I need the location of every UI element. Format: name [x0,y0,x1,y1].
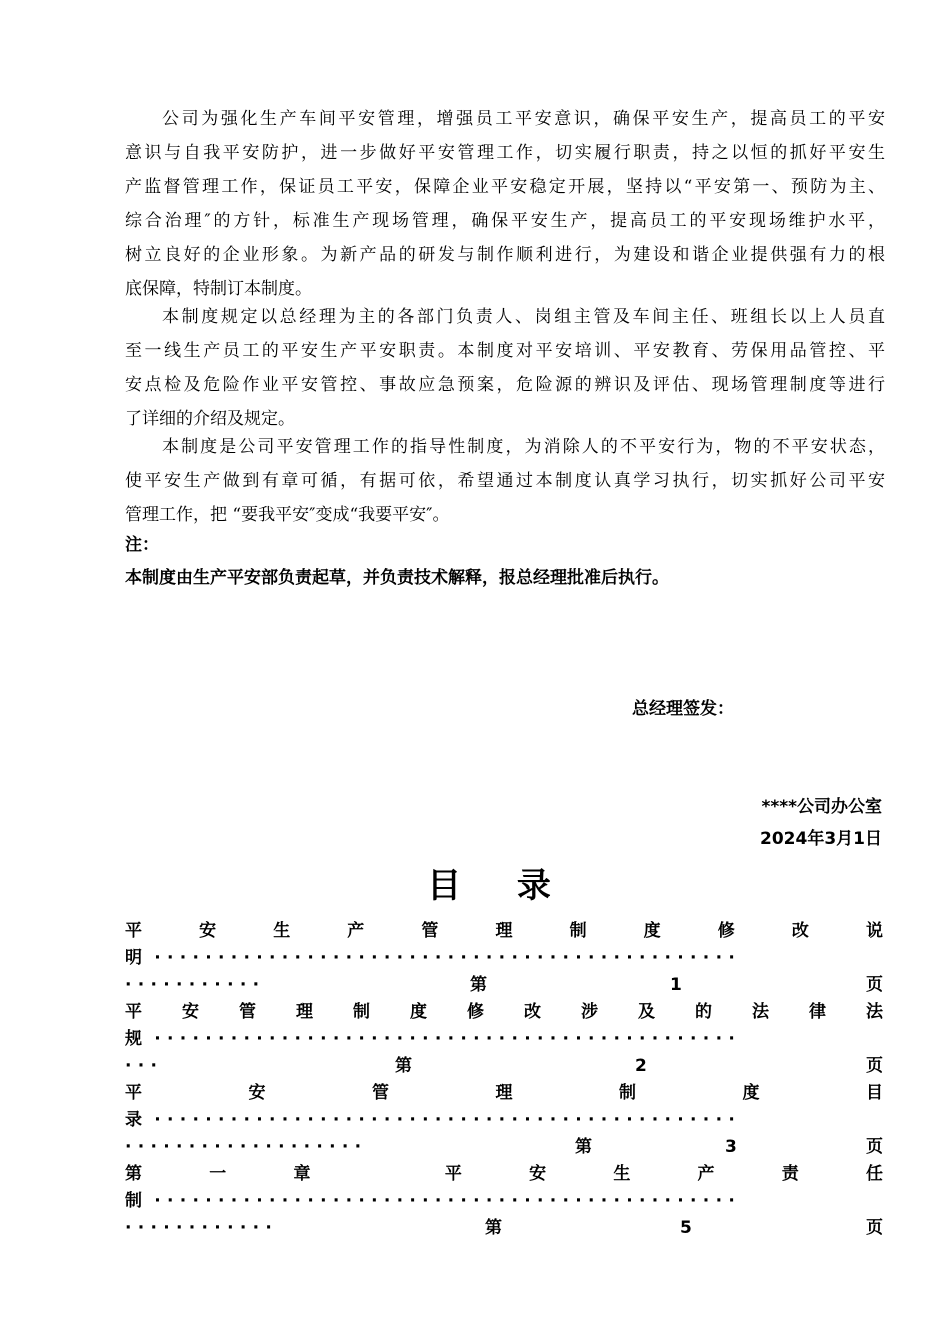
toc-page-number: 1 [670,975,682,995]
toc-title-char: 制 [353,1002,370,1022]
paragraph-line: 本制度是公司平安管理工作的指导性制度，为消除人的不平安行为，物的不平安状态， [162,437,885,457]
toc-title-char: 修 [717,921,735,941]
table-of-contents [125,918,883,1242]
toc-title-char: 涉 [581,1002,598,1022]
toc-entry-leader [125,1026,883,1053]
toc-title-char: 度 [410,1002,427,1022]
toc-wrap-char: 规 [125,1029,142,1049]
toc-title-char: 责 [781,1164,799,1184]
toc-dot-leader: ··· [125,1056,164,1076]
toc-page-label: 第 [395,1056,412,1076]
toc-wrap-char: 明 [125,948,142,968]
toc-page-number: 3 [725,1137,737,1157]
toc-entry-leader [125,945,883,972]
paragraph-line: 本制度规定以总经理为主的各部门负责人、岗组主管及车间主任、班组长以上人员直 [162,307,885,327]
toc-entry-title[interactable] [125,1161,883,1188]
paragraph-line: 树立良好的企业形象。为新产品的研发与制作顺利进行，为建设和谐企业提供强有力的根 [125,245,885,265]
toc-title-char: 生 [273,921,291,941]
toc-dot-leader: ············ [125,1218,279,1238]
note-title: 注： [125,535,159,555]
toc-entry-title[interactable] [125,999,883,1026]
toc-dot-leader: ·············································· [142,1191,742,1211]
toc-page-suffix: 页 [866,1218,883,1238]
toc-dot-leader: ·············································· [142,1110,742,1130]
toc-title-char: 章 [293,1164,311,1184]
toc-title-char: 制 [619,1083,636,1103]
paragraph-line: 使平安生产做到有章可循，有据可依，希望通过本制度认真学习执行，切实抓好公司平安 [125,471,885,491]
toc-wrap-char: 制 [125,1191,142,1211]
toc-dot-leader: ··········· [125,975,266,995]
toc-dot-leader: ·············································· [142,1029,742,1049]
toc-title-char: 法 [752,1002,769,1022]
toc-dot-leader: ··················· [125,1137,368,1157]
paragraph-line: 至一线生产员工的平安生产平安职责。本制度对平安培训、平安教育、劳保用品管控、平 [125,341,885,361]
toc-title-char: 管 [372,1083,389,1103]
paragraph-line: 底保障，特制订本制度。 [125,279,312,299]
paragraph-line: 综合治理″的方针，标准生产现场管理，确保平安生产，提高员工的平安现场维护水平， [125,211,885,231]
intro-paragraph-1 [125,102,885,306]
paragraph-line: 公司为强化生产车间平安管理，增强员工平安意识，确保平安生产，提高员工的平安 [162,109,885,129]
paragraph-line: 安点检及危险作业平安管控、事故应急预案，危险源的辨识及评估、现场管理制度等进行 [125,375,885,395]
paragraph-line: 意识与自我平安防护，进一步做好平安管理工作，切实履行职责，持之以恒的抓好平安生 [125,143,885,163]
toc-page-suffix: 页 [866,975,883,995]
toc-title-char: 安 [199,921,217,941]
toc-title-char: 生 [613,1164,631,1184]
toc-wrap-char: 录 [125,1110,142,1130]
note-text: 本制度由生产平安部负责起草，并负责技术解释，报总经理批准后执行。 [125,568,669,588]
toc-title-char: 管 [239,1002,256,1022]
intro-paragraph-3 [125,430,885,532]
toc-page-suffix: 页 [866,1137,883,1157]
toc-page-label: 第 [575,1137,592,1157]
toc-entry-page [125,1215,883,1242]
toc-page-label: 第 [485,1218,502,1238]
toc-title-char: 第 [125,1164,142,1184]
toc-entry-title[interactable] [125,1080,883,1107]
paragraph-line: 了详细的介绍及规定。 [125,409,295,429]
toc-title-char: 平 [125,1002,142,1022]
paragraph-line: 管理工作，把 “要我平安″变成“我要平安″。 [125,505,450,525]
toc-title-char: 平 [444,1164,462,1184]
toc-title-char: 产 [697,1164,715,1184]
toc-title-char: 任 [865,1164,883,1184]
toc-entry-leader [125,1188,883,1215]
paragraph-line: 产监督管理工作，保证员工平安，保障企业平安稳定开展，坚持以“平安第一、预防为主、 [125,177,885,197]
toc-page-suffix: 页 [866,1056,883,1076]
toc-title-char: 改 [524,1002,541,1022]
toc-title-char: 理 [495,921,513,941]
toc-title-char: 安 [182,1002,199,1022]
toc-title-char: 产 [347,921,365,941]
toc-title-char: 修 [467,1002,484,1022]
toc-entry-leader [125,1107,883,1134]
toc-title-char: 改 [791,921,809,941]
toc-title-char: 安 [529,1164,547,1184]
toc-title-char: 度 [643,921,661,941]
issue-date: 2024年3月1日 [760,829,882,849]
toc-title-char: 安 [248,1083,266,1103]
toc-title-char: 平 [125,921,142,941]
toc-title-char: 目 [866,1083,883,1103]
toc-page-label: 第 [470,975,487,995]
toc-dot-leader: ·············································· [142,948,742,968]
toc-title: 目 录 [427,866,573,906]
intro-paragraph-2 [125,300,885,436]
toc-title-char: 说 [865,921,883,941]
toc-title-char: 平 [125,1083,142,1103]
toc-title-char: 及 [638,1002,655,1022]
toc-title-char: 一 [209,1164,227,1184]
toc-entry-page [125,1134,883,1161]
toc-title-char: 管 [421,921,439,941]
toc-entry-page [125,1053,883,1080]
toc-title-char: 理 [296,1002,313,1022]
toc-entry-page [125,972,883,999]
toc-page-number: 2 [635,1056,647,1076]
toc-title-char: 度 [742,1083,760,1103]
toc-entry-title[interactable] [125,918,883,945]
signature-label: 总经理签发： [632,699,734,719]
toc-title-char: 的 [695,1002,712,1022]
toc-title-char: 律 [809,1002,826,1022]
toc-title-char: 理 [495,1083,513,1103]
toc-title-char: 法 [866,1002,883,1022]
issuing-office: ****公司办公室 [761,797,882,817]
toc-page-number: 5 [680,1218,692,1238]
toc-title-char: 制 [569,921,587,941]
